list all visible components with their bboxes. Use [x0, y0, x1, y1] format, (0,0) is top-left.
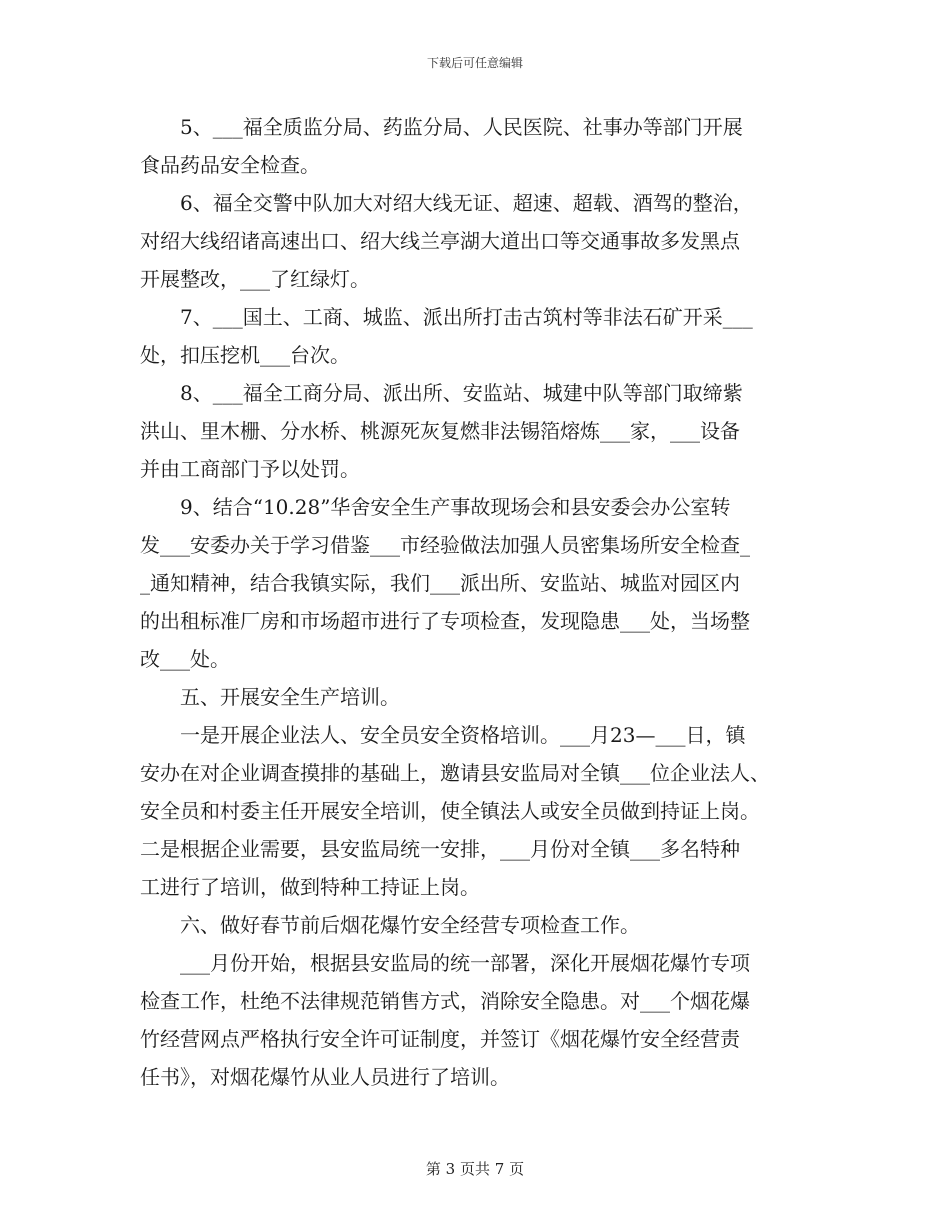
text-line: 8、___福全工商分局、派出所、安监站、城建中队等部门取缔紫	[140, 381, 743, 405]
text-line: 9、结合“10.28”华舍安全生产事故现场会和县安委会办公室转	[140, 495, 731, 519]
text-line: 食品药品安全检查。	[140, 153, 320, 177]
section-heading: 五、开展安全生产培训。	[140, 685, 400, 709]
text-line: 任书》，对烟花爆竹从业人员进行了培训。	[140, 1065, 510, 1089]
text-line: 6、福全交警中队加大对绍大线无证、超速、超载、酒驾的整治，	[140, 191, 753, 215]
text-line: 并由工商部门予以处罚。	[140, 457, 360, 481]
text-line: 竹经营网点严格执行安全许可证制度，并签订《烟花爆竹安全经营责	[140, 1027, 740, 1051]
text-line: 开展整改，___了红绿灯。	[140, 267, 370, 291]
section-heading: 六、做好春节前后烟花爆竹安全经营专项检查工作。	[140, 913, 640, 937]
text-line: 检查工作，杜绝不法律规范销售方式，消除安全隐患。对___个烟花爆	[140, 989, 750, 1013]
text-line: ___月份开始，根据县安监局的统一部署，深化开展烟花爆竹专项	[140, 951, 750, 975]
text-line: 7、___国土、工商、城监、派出所打击古筑村等非法石矿开采___	[140, 305, 753, 329]
text-line: 发___安委办关于学习借鉴___市经验做法加强人员密集场所安全检查_	[140, 533, 750, 557]
document-body	[140, 108, 820, 1096]
text-line: 安全员和村委主任开展安全培训，使全镇法人或安全员做到持证上岗。	[140, 799, 760, 823]
text-line: _通知精神，结合我镇实际，我们___派出所、安监站、城监对园区内	[140, 571, 740, 595]
text-line: 洪山、里木栅、分水桥、桃源死灰复燃非法锡箔熔炼___家，___设备	[140, 419, 740, 443]
text-line: 一是开展企业法人、安全员安全资格培训。___月23—___日，镇	[140, 723, 746, 747]
text-line: 对绍大线绍诸高速出口、绍大线兰亭湖大道出口等交通事故多发黑点	[140, 229, 740, 253]
page-header: 下载后可任意编辑	[426, 56, 523, 70]
text-line: 处，扣压挖机___台次。	[140, 343, 350, 367]
page-footer: 第 3 页共 7 页	[425, 1160, 525, 1178]
body-text	[140, 108, 820, 1096]
text-line: 工进行了培训，做到特种工持证上岗。	[140, 875, 480, 899]
text-line: 的出租标准厂房和市场超市进行了专项检查，发现隐患___处，当场整	[140, 609, 750, 633]
text-line: 二是根据企业需要，县安监局统一安排，___月份对全镇___多名特种	[140, 837, 740, 861]
text-line: 安办在对企业调查摸排的基础上，邀请县安监局对全镇___位企业法人、	[140, 761, 770, 785]
text-line: 改___处。	[140, 647, 230, 671]
text-line: 5、___福全质监分局、药监分局、人民医院、社事办等部门开展	[140, 115, 743, 139]
